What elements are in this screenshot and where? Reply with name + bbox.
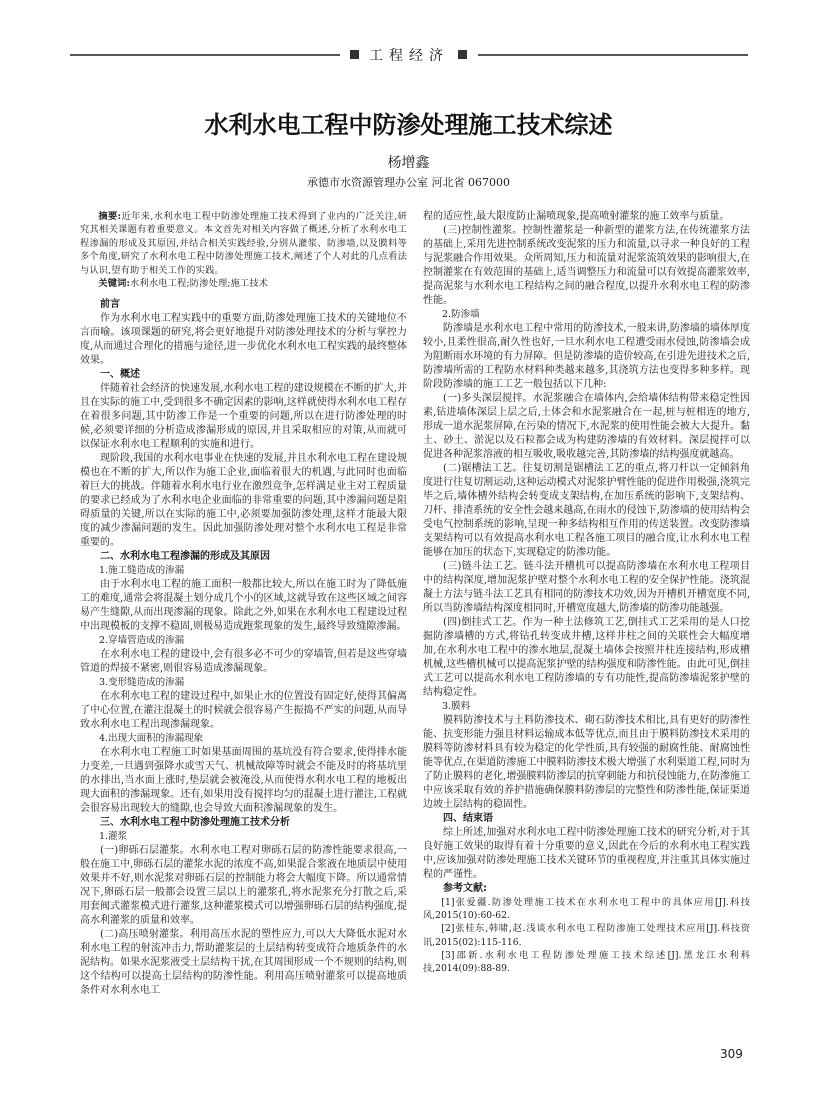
section-heading: 四、结束语 <box>443 813 493 824</box>
paragraph: (一)多头深层搅拌。水泥浆融合在墙体内,会给墙体结构带来稳定性因素,钻进墙体深层上层之后,土体会和水泥浆融合在一起,桩与桩相连的地方,形成一道水泥浆屏障,在污染的情况下,水泥浆的使用性能会被大大提升。黏土、砂土、淤泥以及石粒都会成为构建防渗墙的有效材料。深层搅拌可以促进各种泥浆溶液的相互吸收,吸收越完善,其防渗墙的结构强度就越高。 <box>423 393 750 460</box>
paragraph: 由于水利水电工程的施工面积一般都比较大,所以在施工时为了降低施工的难度,通常会将混凝土划分成几个小的区域,这就导致在这些区域之间容易产生缝隙,从而出现渗漏的现象。除此之外,如果在水利水电工程建设过程中出现模板的支撑不稳固,则极易造成跑浆现象的发生,最终导致缝隙渗漏。 <box>80 579 407 633</box>
abstract-label: 摘要: <box>98 211 122 222</box>
abstract-text: 近年来,水利水电工程中防渗处理施工技术得到了业内的广泛关注,研究其相关课题有着重要意义。本文首先对相关内容做了概述,分析了水利水电工程渗漏的形成及其原因,并结合相关实践经验,分别从灌浆、防渗墙,以及膜料等多个角度,研究了水利水电工程中防渗处理施工技术,阐述了个人对此的几点看法与认识,望有助于相关工作的实践。 <box>80 211 407 276</box>
section-header <box>0 44 817 66</box>
header-rule-left <box>70 54 340 56</box>
paragraph: 伴随着社会经济的快速发展,水利水电工程的建设规模在不断的扩大,并且在实际的施工中,受到很多不确定因素的影响,这样就使得水利水电工程存在着很多问题,其中防渗工作是一个重要的问题,所以在进行防渗处理的时候,必须要详细的分析造成渗漏形成的原因,并且采取相应的对策,从而就可以保证水利水电工程顺利的实施和进行。 <box>80 383 407 451</box>
keywords-text: 水利水电工程;防渗处理;施工技术 <box>130 278 269 290</box>
reference-item: [2]张桂东,韩啸,赵.浅谈水利水电工程防渗施工处理技术应用[J].科技资讯,2015(02):115-116. <box>423 923 750 948</box>
left-column <box>80 210 407 998</box>
subsection-heading: 3.膜料 <box>442 701 471 712</box>
paragraph: 作为水利水电工程实践中的重要方面,防渗处理施工技术的关键地位不言而喻。该项课题的研究,将会更好地提升对防渗处理技术的分析与掌控力度,从而通过合理化的措施与途径,进一步优化水利水电工程实践的最终整体效果。 <box>80 313 407 367</box>
header-square-icon <box>350 50 359 59</box>
paragraph: 在水利水电工程的建设过程中,如果止水的位置没有固定好,使得其偏离了中心位置,在灌注混凝土的时候就会很容易产生振捣不严实的问题,从而导致水利水电工程出现渗漏现象。 <box>80 691 407 731</box>
header-square-icon <box>458 50 467 59</box>
author-name: 杨增鑫 <box>387 155 430 171</box>
section-heading: 三、水利水电工程中防渗处理施工技术分析 <box>100 817 290 829</box>
page-number: 309 <box>720 1047 743 1061</box>
paragraph: 在水利水电工程施工时如果基面周围的基坑没有符合要求,使得排水能力变差,一旦遇到强降水或雪天气、机械故障等时就会不能及时的将基坑里的水排出,当水面上涨时,垫层就会被淹没,从而使得水利水电工程的地板出现大面积的渗漏现象。还有,如果用没有搅拌均匀的混凝土进行灌注,工程就会很容易出现较大的缝隙,也会导致大面积渗漏现象的发生。 <box>80 747 407 815</box>
subsection-heading: 4.出现大面积的渗漏现象 <box>99 733 204 745</box>
subsection-heading: 1.灌浆 <box>99 831 128 843</box>
paragraph: (四)倒挂式工艺。作为一种土法修筑工艺,倒挂式工艺采用的是人口挖掘防渗墙槽的方式,将钻孔转变成井槽,这样井柱之间的关联性会大幅度增加,在水利水电工程中的渗水地层,混凝土墙体会按照井柱连接结构,形成槽机械,这些槽机械可以提高泥浆护壁的结构强度和防渗性能。由此可见,倒挂式工艺可以提高水利水电工程防渗墙的专有功能性,提高防渗墙泥浆护壁的结构稳定性。 <box>423 617 750 698</box>
section-heading: 二、水利水电工程渗漏的形成及其原因 <box>100 551 270 563</box>
section-heading: 一、概述 <box>100 369 140 381</box>
abstract <box>80 210 407 277</box>
subsection-heading: 3.变形缝造成的渗漏 <box>99 677 185 689</box>
reference-item: [3]邵新.水利水电工程防渗处理施工技术综述[J].黑龙江水利科技,2014(09):88-89. <box>423 949 750 975</box>
section-label: 工程经济 <box>369 48 449 64</box>
subsection-heading: 2.防渗墙 <box>442 309 480 320</box>
header-rule-right <box>478 54 748 56</box>
paragraph: (三)链斗法工艺。链斗法开槽机可以提高防渗墙在水利水电工程项目中的结构深度,增加泥浆护壁对整个水利水电工程的安全保护性能。浇筑混凝土方法与链斗法工艺具有相同的防渗技术功效,因为开槽机开槽宽度不同,所以当防渗墙结构深度相同时,开槽宽度越大,防渗墙的防渗功能越强。 <box>423 561 750 614</box>
paragraph: 膜料防渗技术与土料防渗技术、砌石防渗技术相比,具有更好的防渗性能、抗变形能力强且材料运输成本低等优点,而且由于膜料防渗技术采用的膜料等防渗材料具有较为稳定的化学性质,具有较强的耐腐性能、耐腐蚀性能等优点,在渠道防渗施工中膜料防渗技术极大增强了水利渠道工程,同时为了防止膜料的老化,增强膜料防渗层的抗穿刺能力和抗侵蚀能力,在防渗施工中应该采取有效的养护措施确保膜料防渗层的完整性和防渗性能,保证渠道边坡土层结构的稳固性。 <box>423 715 750 810</box>
paragraph: 综上所述,加强对水利水电工程中防渗处理施工技术的研究分析,对于其良好施工效果的取得有着十分重要的意义,因此在今后的水利水电工程实践中,应该加强对防渗处理施工技术关键环节的重视程度,并注重其具体实施过程的严谨性。 <box>423 827 750 880</box>
subsection-heading: 2.穿墙管造成的渗漏 <box>99 635 185 647</box>
paragraph: 现阶段,我国的水利水电事业在快速的发展,并且水利水电工程在建设规模也在不断的扩大,所以作为施工企业,面临着很大的机遇,与此同时也面临着巨大的挑战。伴随着水利水电行业在激烈竞争,怎样满足业主对工程质量的要求已经成为了水利水电企业面临的非常重要的问题,其中渗漏问题是阻碍质量的关键,所以在实际的施工中,必须要加强防渗处理,这样才能最大限度的减少渗漏问题的发生。因此加强防渗处理对整个水利水电工程是非常重要的。 <box>80 453 407 549</box>
author-affiliation: 承德市水资源管理办公室 河北省 067000 <box>307 176 510 189</box>
reference-item: [1]张爱疆.防渗处理施工技术在水利水电工程中的具体应用[J].科技风,2015(10):60-62. <box>423 897 750 922</box>
paragraph: 在水利水电工程的建设中,会有很多必不可少的穿墙管,但若是这些穿墙管道的焊接不紧密,则很容易造成渗漏现象。 <box>80 649 407 675</box>
paragraph: (二)锯槽法工艺。往复切割是锯槽法工艺的重点,将刀杆以一定倾斜角度进行往复切割运动,这种运动模式对泥浆护臂性能的促进作用极强,浇筑完毕之后,墙体槽外结构会转变成支架结构,在加压系统的影响下,支架结构、刀杆、排渣系统的安全性会越来越高,在雨水的侵蚀下,防渗墙的使用结构会受电气控制系统的影响,呈现一种多结构相互作用的传送装置。改变防渗墙支架结构可以有效提高水利水电工程各施工项目的融合度,让水利水电工程能够在加压的状态下,实现稳定的防渗功能。 <box>423 463 750 558</box>
paragraph: (三)控制性灌浆。控制性灌浆是一种新型的灌浆方法,在传统灌浆方法的基础上,采用先进控制系统改变泥浆的压力和流量,以寻求一种良好的工程与泥浆融合作用效果。众所周知,压力和流量对泥浆流筑效果的影响很大,在控制灌浆在有效范围的基础上,适当调整压力和流量可以有效提高灌浆效率,提高泥浆与水利水电工程结构之间的融合程度,以提升水利水电工程的防渗性能。 <box>423 225 750 306</box>
paragraph: (二)高压喷射灌浆。利用高压水泥的塑性应力,可以大大降低水泥对水利水电工程的射流冲击力,帮助灌浆层的土层结构转变成符合地质条件的水泥结构。如果水泥浆液受土层结构干扰,在其周围形成一个不规则的结构,则这个结构可以提高土层结构的防渗性能。利用高压喷射灌浆可以提高地质条件对水利水电工 <box>80 929 407 997</box>
keywords <box>80 277 407 290</box>
paragraph-continued: 程的适应性,最大限度防止漏喷现象,提高喷射灌浆的施工效率与质量。 <box>423 211 730 222</box>
subsection-heading: 1.施工缝造成的渗漏 <box>99 565 185 577</box>
references-heading: 参考文献: <box>443 883 487 894</box>
paragraph: 防渗墙是水利水电工程中常用的防渗技术,一般来讲,防渗墙的墙体厚度较小,且柔性很高,耐久性也好,一旦水利水电工程遭受雨水侵蚀,防渗墙会成为阻断雨水环境的有力屏障。但是防渗墙的造价较高,在引进先进技术之后,防渗墙所需的工程防水材料种类越来越多,其浇筑方法也变得多种多样。现阶段防渗墙的施工工艺一般包括以下几种: <box>423 323 750 390</box>
preface-heading: 前言 <box>100 299 120 311</box>
paragraph: (一)卵砾石层灌浆。水利水电工程对卵砾石层的防渗性能要求很高,一般在施工中,卵砾石层的灌浆水泥的浓度不高,如果混合浆液在地质层中使用效果并不好,则水泥浆对卵砾石层的控制能力将会大幅度下降。所以通常情况下,卵砾石层一般都会设置三层以上的灌浆孔,将水泥浆充分打散之后,采用套阀式灌浆模式进行灌浆,这种灌浆模式可以增强卵砾石层的结构强度,提高水利灌浆的质量和效率。 <box>80 845 407 927</box>
keywords-label: 关键词: <box>98 278 131 290</box>
right-column <box>423 210 750 975</box>
article-title: 水利水电工程中防渗处理施工技术综述 <box>204 111 613 139</box>
